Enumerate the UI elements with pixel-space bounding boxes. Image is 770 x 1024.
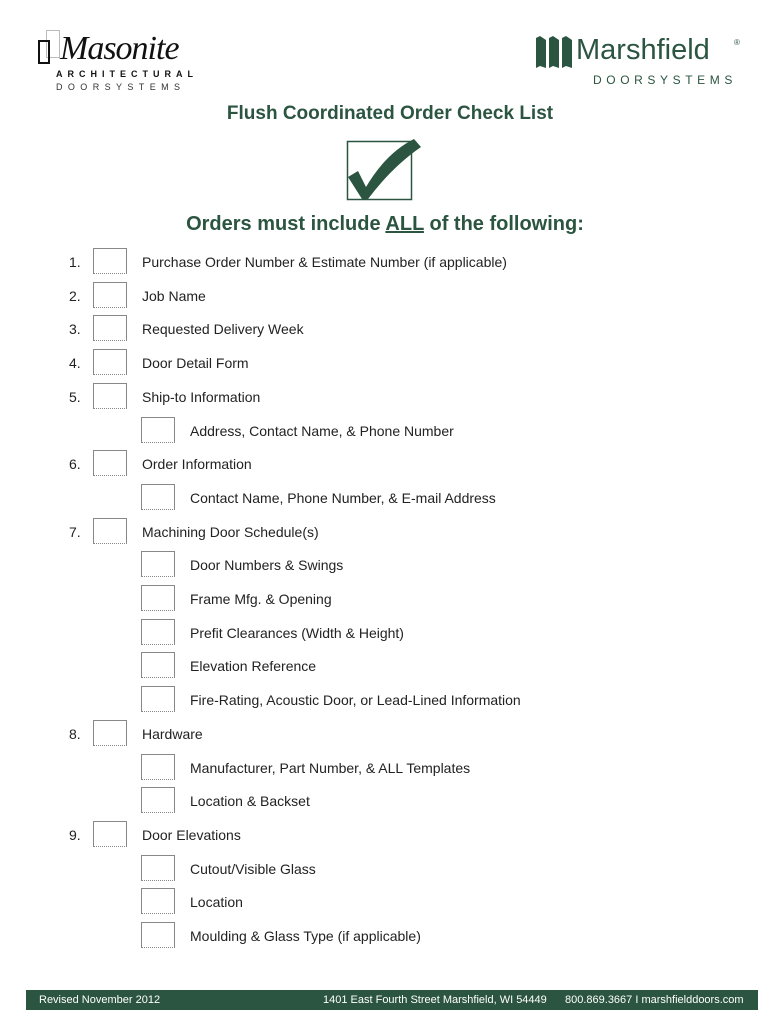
item-number: 5. (69, 388, 81, 405)
contact-info: 800.869.3667 I marshfielddoors.com (565, 994, 744, 1006)
item-label: Elevation Reference (190, 658, 317, 675)
checkbox[interactable] (93, 282, 127, 308)
checkbox[interactable] (93, 349, 127, 375)
item-number: 6. (69, 456, 81, 473)
subtitle: Orders must include ALL of the following: (186, 213, 584, 235)
item-number: 2. (69, 287, 81, 304)
item-number: 4. (69, 355, 81, 372)
checkbox[interactable] (93, 450, 127, 476)
item-number: 7. (69, 523, 81, 540)
checkbox[interactable] (93, 248, 127, 274)
checklist-page: Masonite ARCHITECTURAL DOORSYSTEMS Marshfield ® DOORSYSTEMS Flush Coordinated Order Check List Orders must include ALL of the following: 1. Purchase Order Number & Estimate Number (if applicable) 2. Job Name 3. Requested Delivery Week 4. Door Detail Form 5. Ship-to Information Address, Contact Name, & Phone Number 6. Order Information Contact Name, Phone Number, & E-mail Address 7. Machining Door Schedule(s) Door Numbers & Swings Frame Mfg. & Opening Prefit Clearances (Width & Height) Elevation Reference Fire-Rating, Acoustic Door, or Lead-Lined Information 8. Hardware Manufacturer, Part Number, & ALL Templates Location & Backset 9. Door Elevations Cutout/Visible Glass Location Moulding & Glass Type (if applicable) Revised November 2012 1401 East Fourth Street Marshfield, WI 54449 800.869.3667 I marshfielddoors.com (0, 0, 770, 1024)
item-label: Hardware (142, 725, 203, 742)
checkmark-icon (346, 139, 422, 203)
revised-date: Revised November 2012 (39, 994, 161, 1006)
item-label: Contact Name, Phone Number, & E-mail Address (190, 489, 496, 506)
checkbox[interactable] (93, 518, 127, 544)
checkbox[interactable] (141, 417, 175, 443)
item-number: 8. (69, 725, 81, 742)
checkbox[interactable] (141, 888, 175, 914)
address: 1401 East Fourth Street Marshfield, WI 54449 (323, 994, 547, 1006)
item-label: Location (190, 894, 243, 911)
item-label: Prefit Clearances (Width & Height) (190, 624, 404, 641)
item-label: Location & Backset (190, 793, 310, 810)
item-number: 1. (69, 254, 81, 270)
checkbox[interactable] (93, 821, 127, 847)
item-label: Job Name (142, 287, 206, 304)
item-label: Requested Delivery Week (142, 321, 304, 338)
checkbox[interactable] (141, 922, 175, 948)
checkbox[interactable] (141, 619, 175, 645)
footer (26, 990, 758, 1010)
item-label: Frame Mfg. & Opening (190, 591, 332, 607)
checkbox[interactable] (141, 551, 175, 577)
item-label: Door Elevations (142, 826, 241, 843)
item-label: Ship-to Information (142, 388, 261, 405)
checkbox[interactable] (141, 652, 175, 678)
item-label: Machining Door Schedule(s) (142, 523, 319, 540)
checkbox[interactable] (93, 720, 127, 746)
item-label: Door Detail Form (142, 355, 249, 372)
checkbox[interactable] (141, 484, 175, 510)
item-number: 9. (69, 826, 81, 843)
item-label: Cutout/Visible Glass (190, 860, 316, 877)
checkbox[interactable] (93, 383, 127, 409)
door-icon (38, 40, 50, 64)
checkbox[interactable] (141, 787, 175, 813)
item-label: Manufacturer, Part Number, & ALL Templates (190, 759, 471, 776)
page-title: Flush Coordinated Order Check List (226, 103, 554, 124)
checkbox[interactable] (141, 855, 175, 881)
item-label: Purchase Order Number & Estimate Number (if applicable) (142, 254, 507, 270)
item-label: Door Numbers & Swings (190, 557, 344, 574)
checkbox[interactable] (141, 585, 175, 611)
doors-logo-icon (536, 36, 576, 68)
checkbox[interactable] (141, 686, 175, 712)
item-label: Fire-Rating, Acoustic Door, or Lead-Lined Information (190, 692, 521, 709)
item-label: Moulding & Glass Type (if applicable) (190, 928, 421, 944)
checkbox[interactable] (141, 754, 175, 780)
checkbox[interactable] (93, 315, 127, 341)
item-label: Address, Contact Name, & Phone Number (190, 422, 454, 439)
item-label: Order Information (142, 456, 252, 473)
item-number: 3. (69, 321, 81, 338)
